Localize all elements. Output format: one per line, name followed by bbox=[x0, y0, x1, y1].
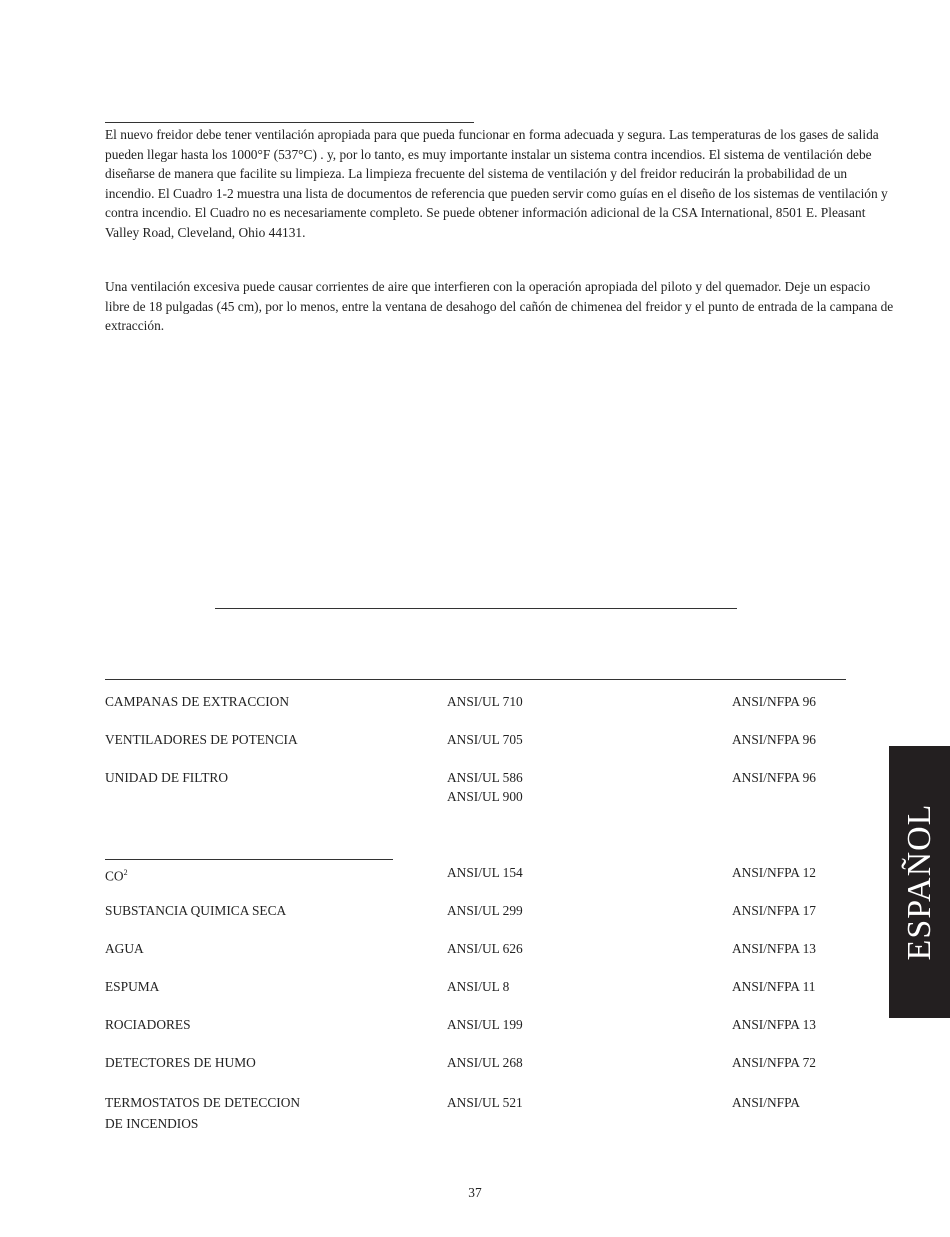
table-cell-ul-secondary: ANSI/UL 900 bbox=[447, 789, 523, 804]
table-cell-nfpa: ANSI/NFPA 96 bbox=[732, 694, 816, 709]
table-cell-ul: ANSI/UL 710 bbox=[447, 694, 523, 709]
table-cell-nfpa: ANSI/NFPA 96 bbox=[732, 770, 816, 785]
table-cell-ul: ANSI/UL 705 bbox=[447, 732, 523, 747]
ventilation-paragraph-2: Una ventilación excesiva puede causar corrientes de aire que interfieren con la operación apropiada del piloto y del quemador. Deje un espacio libre de 18 pulgadas (45 cm), por lo menos, entre la ventana de desahogo del cañón de chimenea del freidor y el punto de entrada de la campana de extracción. bbox=[105, 279, 894, 334]
table-cell-ul: ANSI/UL 521 bbox=[447, 1095, 523, 1110]
table-cell-name: ROCIADORES bbox=[105, 1017, 191, 1032]
table-cell-name: AGUA bbox=[105, 941, 144, 956]
table-cell-ul: ANSI/UL 199 bbox=[447, 1017, 523, 1032]
table-cell-nfpa: ANSI/NFPA bbox=[732, 1095, 800, 1110]
page-number: 37 bbox=[468, 1185, 482, 1200]
table-cell-name: VENTILADORES DE POTENCIA bbox=[105, 732, 298, 747]
table-cell-name: UNIDAD DE FILTRO bbox=[105, 770, 228, 785]
table-header-rule bbox=[105, 679, 846, 680]
subscript-two: 2 bbox=[123, 868, 128, 877]
table-cell-nfpa: ANSI/NFPA 96 bbox=[732, 732, 816, 747]
fire-section-rule bbox=[105, 859, 393, 860]
table-cell-ul: ANSI/UL 154 bbox=[447, 865, 523, 880]
table-title-rule bbox=[215, 608, 737, 609]
table-cell-ul: ANSI/UL 626 bbox=[447, 941, 523, 956]
table-cell-ul: ANSI/UL 299 bbox=[447, 903, 523, 918]
table-cell-nfpa: ANSI/NFPA 13 bbox=[732, 1017, 816, 1032]
table-cell-nfpa: ANSI/NFPA 12 bbox=[732, 865, 816, 880]
table-cell-ul: ANSI/UL 586 bbox=[447, 770, 523, 785]
ventilation-paragraph-1: El nuevo freidor debe tener ventilación apropiada para que pueda funcionar en forma adecuada y segura. Las temperaturas de los gases de salida pueden llegar hasta los 1000°F (537°C) . y, por lo tanto, es muy importante instalar un sistema contra incendios. El sistema de ventilación debe diseñarse de manera que facilite su limpieza. La limpieza frecuente del sistema de ventilación y del freidor reducirán la probabilidad de un incendio. El Cuadro 1-2 muestra una lista de documentos de referencia que pueden servir como guías en el diseño de los sistemas de ventilación y contra incendio. El Cuadro no es necesariamente completo. Se puede obtener información adicional de la CSA International, 8501 E. Pleasant Valley Road, Cleveland, Ohio 44131. bbox=[105, 127, 888, 240]
table-cell-ul: ANSI/UL 268 bbox=[447, 1055, 523, 1070]
table-cell-name: DETECTORES DE HUMO bbox=[105, 1055, 256, 1070]
language-tab-label: ESPAÑOL bbox=[900, 803, 938, 961]
table-cell-nfpa: ANSI/NFPA 17 bbox=[732, 903, 816, 918]
table-cell-nfpa: ANSI/NFPA 11 bbox=[732, 979, 816, 994]
table-cell-name: $CO^2$ bbox=[105, 868, 128, 884]
table-cell-name: SUBSTANCIA QUIMICA SECA bbox=[105, 903, 287, 918]
table-cell-name: TERMOSTATOS DE DETECCION bbox=[105, 1095, 301, 1110]
language-side-tab bbox=[889, 746, 950, 1018]
table-cell-name: ESPUMA bbox=[105, 979, 160, 994]
section-heading-rule bbox=[105, 122, 474, 123]
table-cell-name-continued: DE INCENDIOS bbox=[105, 1116, 199, 1131]
table-cell-nfpa: ANSI/NFPA 72 bbox=[732, 1055, 816, 1070]
table-cell-name: CAMPANAS DE EXTRACCION bbox=[105, 694, 290, 709]
table-cell-nfpa: ANSI/NFPA 13 bbox=[732, 941, 816, 956]
table-cell-ul: ANSI/UL 8 bbox=[447, 979, 510, 994]
